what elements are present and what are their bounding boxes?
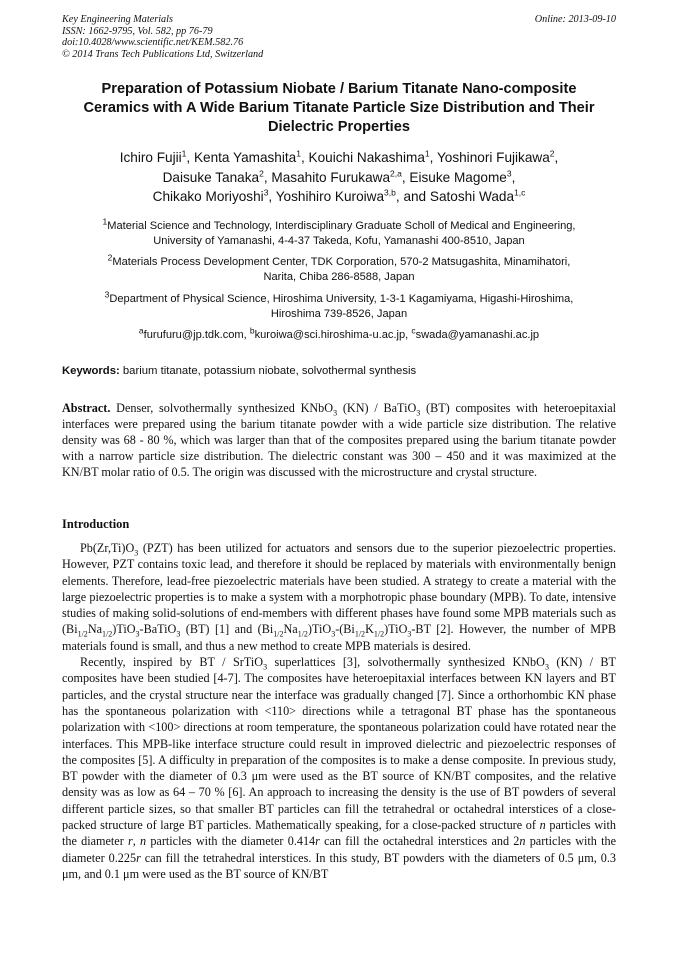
author-list: Ichiro Fujii$^1$, Kenta Yamashita$^1$, Kouichi Nakashima$^1$, Yoshinori Fujikawa$^2$, Daisuke Tanaka$^2$, Masahito Furukawa$^{2,a}$, Eisuke Magome$^3$, Chikako Moriyoshi$^3$, Yoshihiro Kuroiwa$^{3,b}$, and Satoshi Wada$^{1,c}$ xyxy=(119,148,559,204)
author: Satoshi Wada$^{1,c}$ xyxy=(429,187,526,204)
author: Daisuke Tanaka$^2$ xyxy=(162,167,264,185)
doi-line: doi:10.4028/www.scientific.net/KEM.582.76 xyxy=(62,37,244,49)
author: Yoshihiro Kuroiwa$^{3,b}$ xyxy=(275,187,396,204)
issn-line: ISSN: 1662-9795, Vol. 582, pp 76-79 xyxy=(62,25,213,37)
author: Eisuke Magome$^3$ xyxy=(409,167,512,185)
email-line: $^a$furufuru@jp.tdk.com, $^b$kuroiwa@sci.hiroshima-u.ac.jp, $^c$swada@yamanashi.ac.jp xyxy=(138,325,540,341)
author: Ichiro Fujii$^1$ xyxy=(119,148,187,165)
keywords: Keywords: barium titanate, potassium niobate, solvothermal synthesis xyxy=(62,365,417,377)
copyright-line: © 2014 Trans Tech Publications Ltd, Switzerland xyxy=(62,48,264,60)
email-link[interactable]: kuroiwa@sci.hiroshima-u.ac.jp, xyxy=(254,329,412,341)
author: Kenta Yamashita$^1$ xyxy=(193,148,301,165)
affiliation-2: $^2$Materials Process Development Center, TDK Corporation, 570-2 Matsugashita, Minamihatori, Narita, Chiba 286-8588, Japan xyxy=(107,252,571,283)
journal-header xyxy=(62,14,263,60)
paper-title: Preparation of Potassium Niobate / Barium Titanate Nano-composite Ceramics with A Wide Barium Titanate Particle Size Distribution and Their Dielectric Properties xyxy=(83,81,595,135)
abstract: Abstract. Denser, solvothermally synthesized KNbO$_3$ (KN) / BaTiO$_3$ (BT) composites with heteroepitaxial interfaces were prepared using the barium titanate powder with a wide particle size distribution. The relative density was 68 - 80 %, which was larger than that of the composites prepared using the barium titanate powder with a narrow particle size distribution. The dielectric constant was 300 – 450 and it was maximized at the KN/BT molar ratio of 0.5. The origin was discussed with the microstructure and crystal structure. xyxy=(62,401,616,480)
journal-name: Key Engineering Materials xyxy=(62,14,173,25)
author: Yoshinori Fujikawa$^2$ xyxy=(436,148,555,165)
introduction-body xyxy=(62,540,616,882)
paragraph: $Pb(Zr,Ti)O_3$ (PZT) has been utilized for actuators and sensors due to the superior piezoelectric properties. However, PZT contains toxic lead, and therefore it should be replaced by materials with environmentally benign elements. Therefore, lead-free piezoelectric materials have been studied. A strategy to create a material with the large piezoelectric properties is to make a system with a morphotropic phase boundary (MPB). To date, intensive studies of making solid-solutions of end-members with different phases have found some MPB materials such as $(Bi_{1/2}Na_{1/2})TiO_3-BaTiO_3$ (BT) [1] and $(Bi_{1/2}Na_{1/2})TiO_3-(Bi_{1/2}K_{1/2})TiO_3-BT$ [2]. However, the number of MPB materials found is small, and thus a new method to create MPB materials is desired. xyxy=(62,541,616,653)
affiliation-3: $^3$Department of Physical Science, Hiroshima University, 1-3-1 Kagamiyama, Higashi-Hiroshima, Hiroshima 739-8526, Japan xyxy=(104,289,574,320)
affiliation-1: $^1$Material Science and Technology, Interdisciplinary Graduate Scholl of Medical and Engineering, University of Yamanashi, 4-4-37 Takeda, Kofu, Yamanashi 400-8510, Japan xyxy=(102,216,576,247)
online-date: Online: 2013-09-10 xyxy=(534,14,616,25)
section-heading-introduction: Introduction xyxy=(62,517,130,531)
author: Masahito Furukawa$^{2,a}$ xyxy=(271,167,402,185)
email-link[interactable]: furufuru@jp.tdk.com, xyxy=(143,329,250,341)
email-link[interactable]: swada@yamanashi.ac.jp xyxy=(415,329,540,341)
author: Kouichi Nakashima$^1$ xyxy=(308,148,430,165)
paragraph: Recently, inspired by BT / SrTiO$_3$ superlattices [3], solvothermally synthesized KNbO$_3$ (KN) / BT composites have been studied [4-7]. The composites have heteroepitaxial interfaces between KN layers and BT particles, and the crystal structure near the interface was gradually changed [7]. Since a orthorhombic KN phase has the spontaneous polarization with <110> directions while a tetragonal BT phase has the spontaneous polarization with <100> directions at room temperature, the spontaneous polarization could have rotated near the interfaces. This MPB-like interface structure could result in improved dielectric and piezoelectric responses of the composites [5]. A difficulty in preparation of the composites is to make a dense composite. In previous study, BT powder with the diameter of 0.3 μm were used as the BT source of KN/BT composites, and the relative density was as low as 64 – 70 % [6]. An approach to increasing the density is the use of BT powders of several different particle sizes, so that smaller BT particles can fill the tetrahedral or octahedral interstices of a close-packed structure of large BT particles. Mathematically speaking, for a close-packed structure of n particles with the diameter r, n particles with the diameter 0.414r can fill the octahedral interstices and 2n particles with the diameter 0.225r can fill the tetrahedral interstices. In this study, BT powders with the diameters of 0.5 μm, 0.3 μm, and 0.1 μm were used as the BT source of KN/BT xyxy=(62,655,617,881)
author: Chikako Moriyoshi$^3$ xyxy=(152,187,269,204)
